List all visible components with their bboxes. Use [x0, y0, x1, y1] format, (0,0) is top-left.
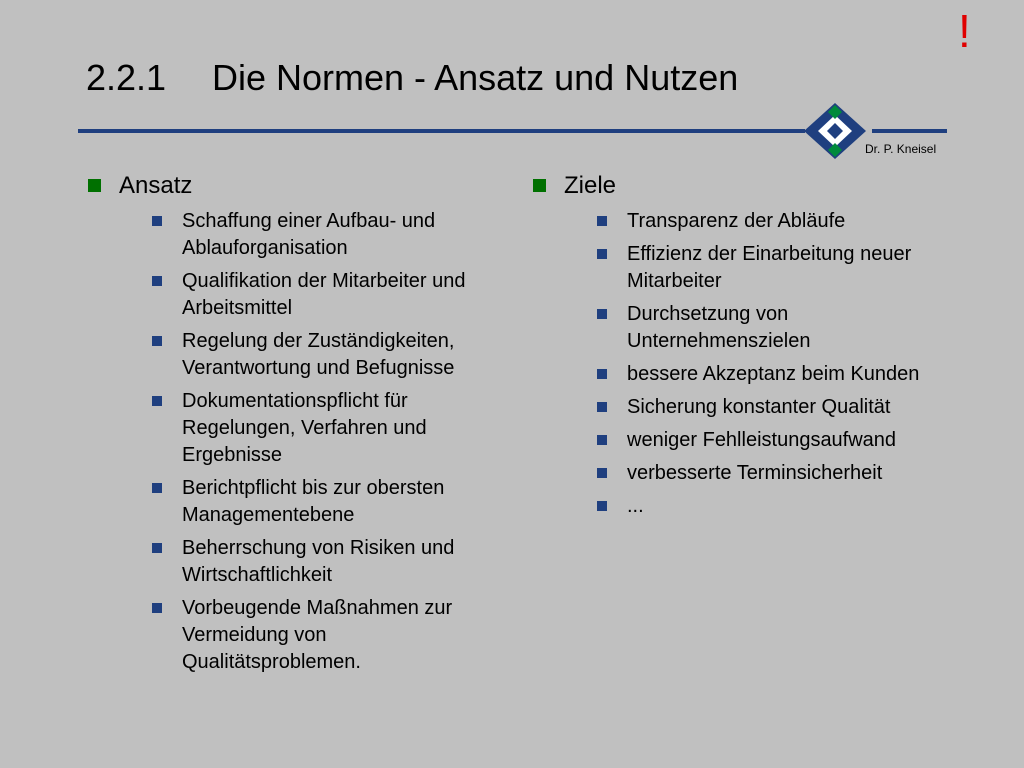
square-bullet-icon [152, 603, 162, 613]
exclamation-mark: ! [958, 5, 971, 57]
list-item: Regelung der Zuständigkeiten, Verantwortung und Befugnisse [152, 328, 508, 382]
column-ansatz [88, 170, 508, 682]
square-bullet-icon [152, 483, 162, 493]
page-title [86, 58, 738, 98]
square-bullet-icon [597, 369, 607, 379]
list-ziele [533, 208, 953, 520]
main-bullet-icon [88, 179, 101, 192]
square-bullet-icon [152, 336, 162, 346]
list-item: Vorbeugende Maßnahmen zur Vermeidung von Qualitätsproblemen. [152, 595, 508, 676]
list-item: Effizienz der Einarbeitung neuer Mitarbeiter [597, 241, 953, 295]
main-bullet-icon [533, 179, 546, 192]
list-item: Durchsetzung von Unternehmenszielen [597, 301, 953, 355]
square-bullet-icon [597, 468, 607, 478]
heading-ziele-label: Ziele [564, 172, 617, 199]
square-bullet-icon [597, 216, 607, 226]
list-item: Sicherung konstanter Qualität [597, 394, 953, 421]
list-item: ... [597, 493, 953, 520]
author-label: Dr. P. Kneisel [865, 142, 937, 156]
list-item: Beherrschung von Risiken und Wirtschaftlichkeit [152, 535, 508, 589]
section-number: 2.2.1 [86, 57, 167, 98]
company-logo-icon [802, 101, 868, 161]
square-bullet-icon [597, 402, 607, 412]
header-rule-left [78, 129, 805, 133]
list-ansatz [88, 208, 508, 676]
square-bullet-icon [152, 396, 162, 406]
square-bullet-icon [597, 249, 607, 259]
column-ziele [533, 170, 953, 526]
list-item: Schaffung einer Aufbau- und Ablauforganisation [152, 208, 508, 262]
heading-ziele [533, 170, 953, 202]
square-bullet-icon [152, 543, 162, 553]
square-bullet-icon [152, 276, 162, 286]
heading-ansatz [88, 170, 508, 202]
list-item: Qualifikation der Mitarbeiter und Arbeitsmittel [152, 268, 508, 322]
list-item: Transparenz der Abläufe [597, 208, 953, 235]
heading-ansatz-label: Ansatz [119, 172, 193, 199]
list-item: weniger Fehlleistungsaufwand [597, 427, 953, 454]
list-item: bessere Akzeptanz beim Kunden [597, 361, 953, 388]
list-item: Dokumentationspflicht für Regelungen, Verfahren und Ergebnisse [152, 388, 508, 469]
list-item: Berichtpflicht bis zur obersten Managementebene [152, 475, 508, 529]
title-text: Die Normen - Ansatz und Nutzen [212, 57, 739, 98]
header-rule-right [872, 129, 947, 133]
square-bullet-icon [597, 501, 607, 511]
list-item: verbesserte Terminsicherheit [597, 460, 953, 487]
square-bullet-icon [597, 435, 607, 445]
square-bullet-icon [152, 216, 162, 226]
square-bullet-icon [597, 309, 607, 319]
